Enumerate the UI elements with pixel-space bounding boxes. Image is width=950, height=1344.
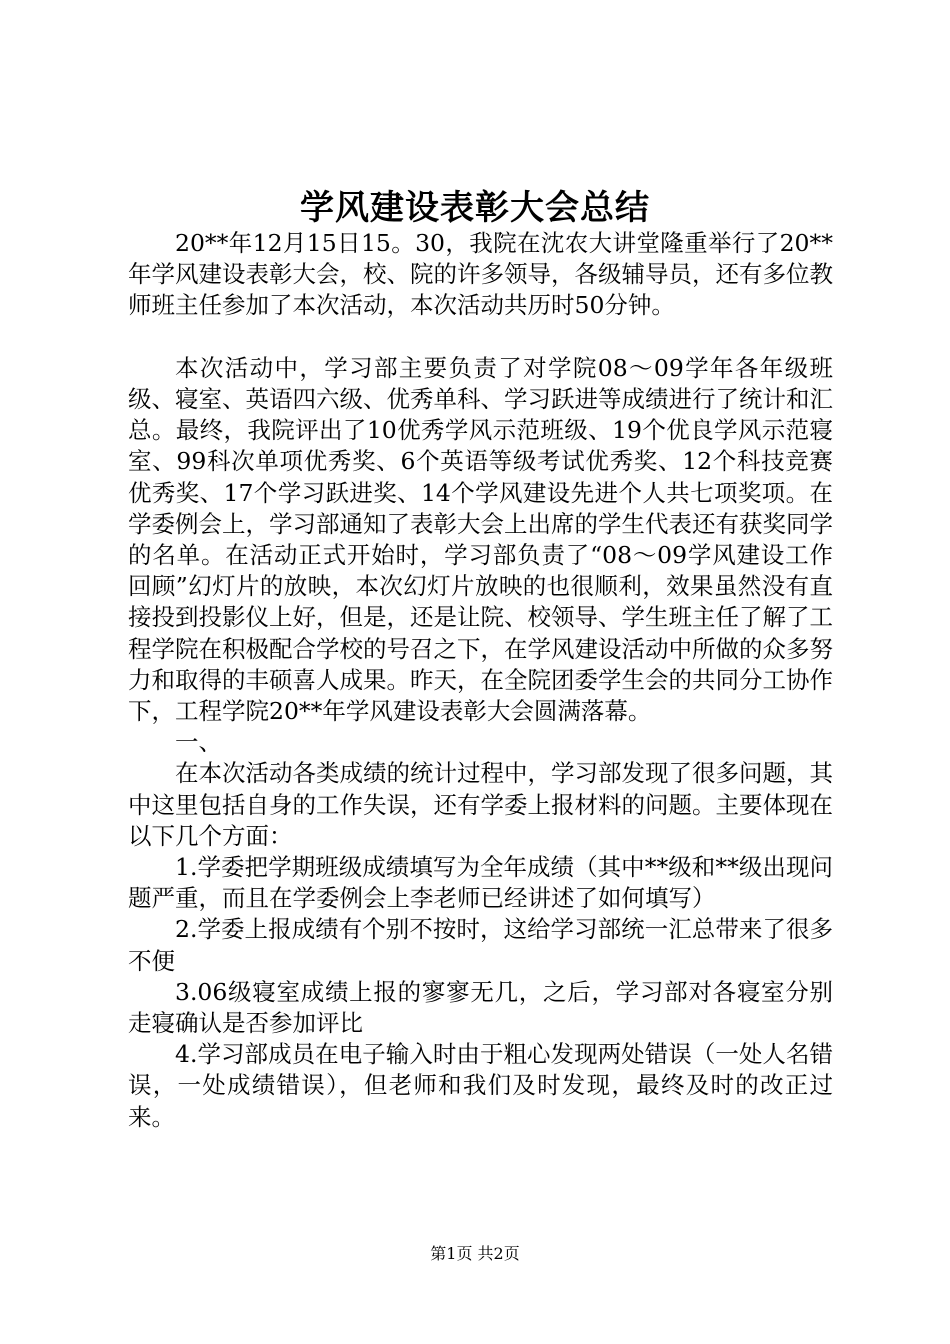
page-number-footer: 第1页 共2页	[430, 1244, 520, 1263]
paragraph-activity-summary: 本次活动中，学习部主要负责了对学院08～09学年各年级班级、寝室、英语四六级、优秀单科、学习跃进等成绩进行了统计和汇总。最终，我院评出了10优秀学风示范班级、19个优良学风示范寝室、99科次单项优秀奖、6个英语等级考试优秀奖、12个科技竞赛优秀奖、17个学习跃进奖、14个学风建设先进个人共七项奖项。在学委例会上，学习部通知了表彰大会上出席的学生代表还有获奖同学的名单。在活动正式开始时，学习部负责了“08～09学风建设工作回顾”幻灯片的放映，本次幻灯片放映的也很顺利，效果虽然没有直接投到投影仪上好，但是，还是让院、校领导、学生班主任了解了工程学院在积极配合学校的号召之下，在学风建设活动中所做的众多努力和取得的丰硕喜人成果。昨天，在全院团委学生会的共同分工协作下，工程学院20**年学风建设表彰大会圆满落幕。	[128, 353, 833, 726]
paragraph-intro: 20**年12月15日15。30，我院在沈农大讲堂隆重举行了20**年学风建设表彰大会，校、院的许多领导，各级辅导员，还有多位教师班主任参加了本次活动，本次活动共历时50分钟。	[128, 229, 833, 320]
paragraph-problems-intro: 在本次活动各类成绩的统计过程中，学习部发现了很多问题，其中这里包括自身的工作失误，还有学委上报材料的问题。主要体现在以下几个方面：	[128, 759, 833, 850]
list-item-problem-2: 2.学委上报成绩有个别不按时，这给学习部统一汇总带来了很多不便	[128, 915, 833, 975]
list-item-problem-3: 3.06级寝室成绩上报的寥寥无几，之后，学习部对各寝室分别走寝确认是否参加评比	[128, 977, 833, 1038]
list-item-problem-1: 1.学委把学期班级成绩填写为全年成绩（其中**级和**级出现问题严重，而且在学委例会上李老师已经讲述了如何填写）	[128, 853, 833, 913]
document-body	[128, 228, 833, 1133]
section-heading-one: 一、	[175, 728, 222, 757]
list-item-problem-4: 4.学习部成员在电子输入时由于粗心发现两处错误（一处人名错误，一处成绩错误），但老师和我们及时发现，最终及时的改正过来。	[128, 1040, 833, 1131]
document-title: 学风建设表彰大会总结	[300, 188, 650, 228]
